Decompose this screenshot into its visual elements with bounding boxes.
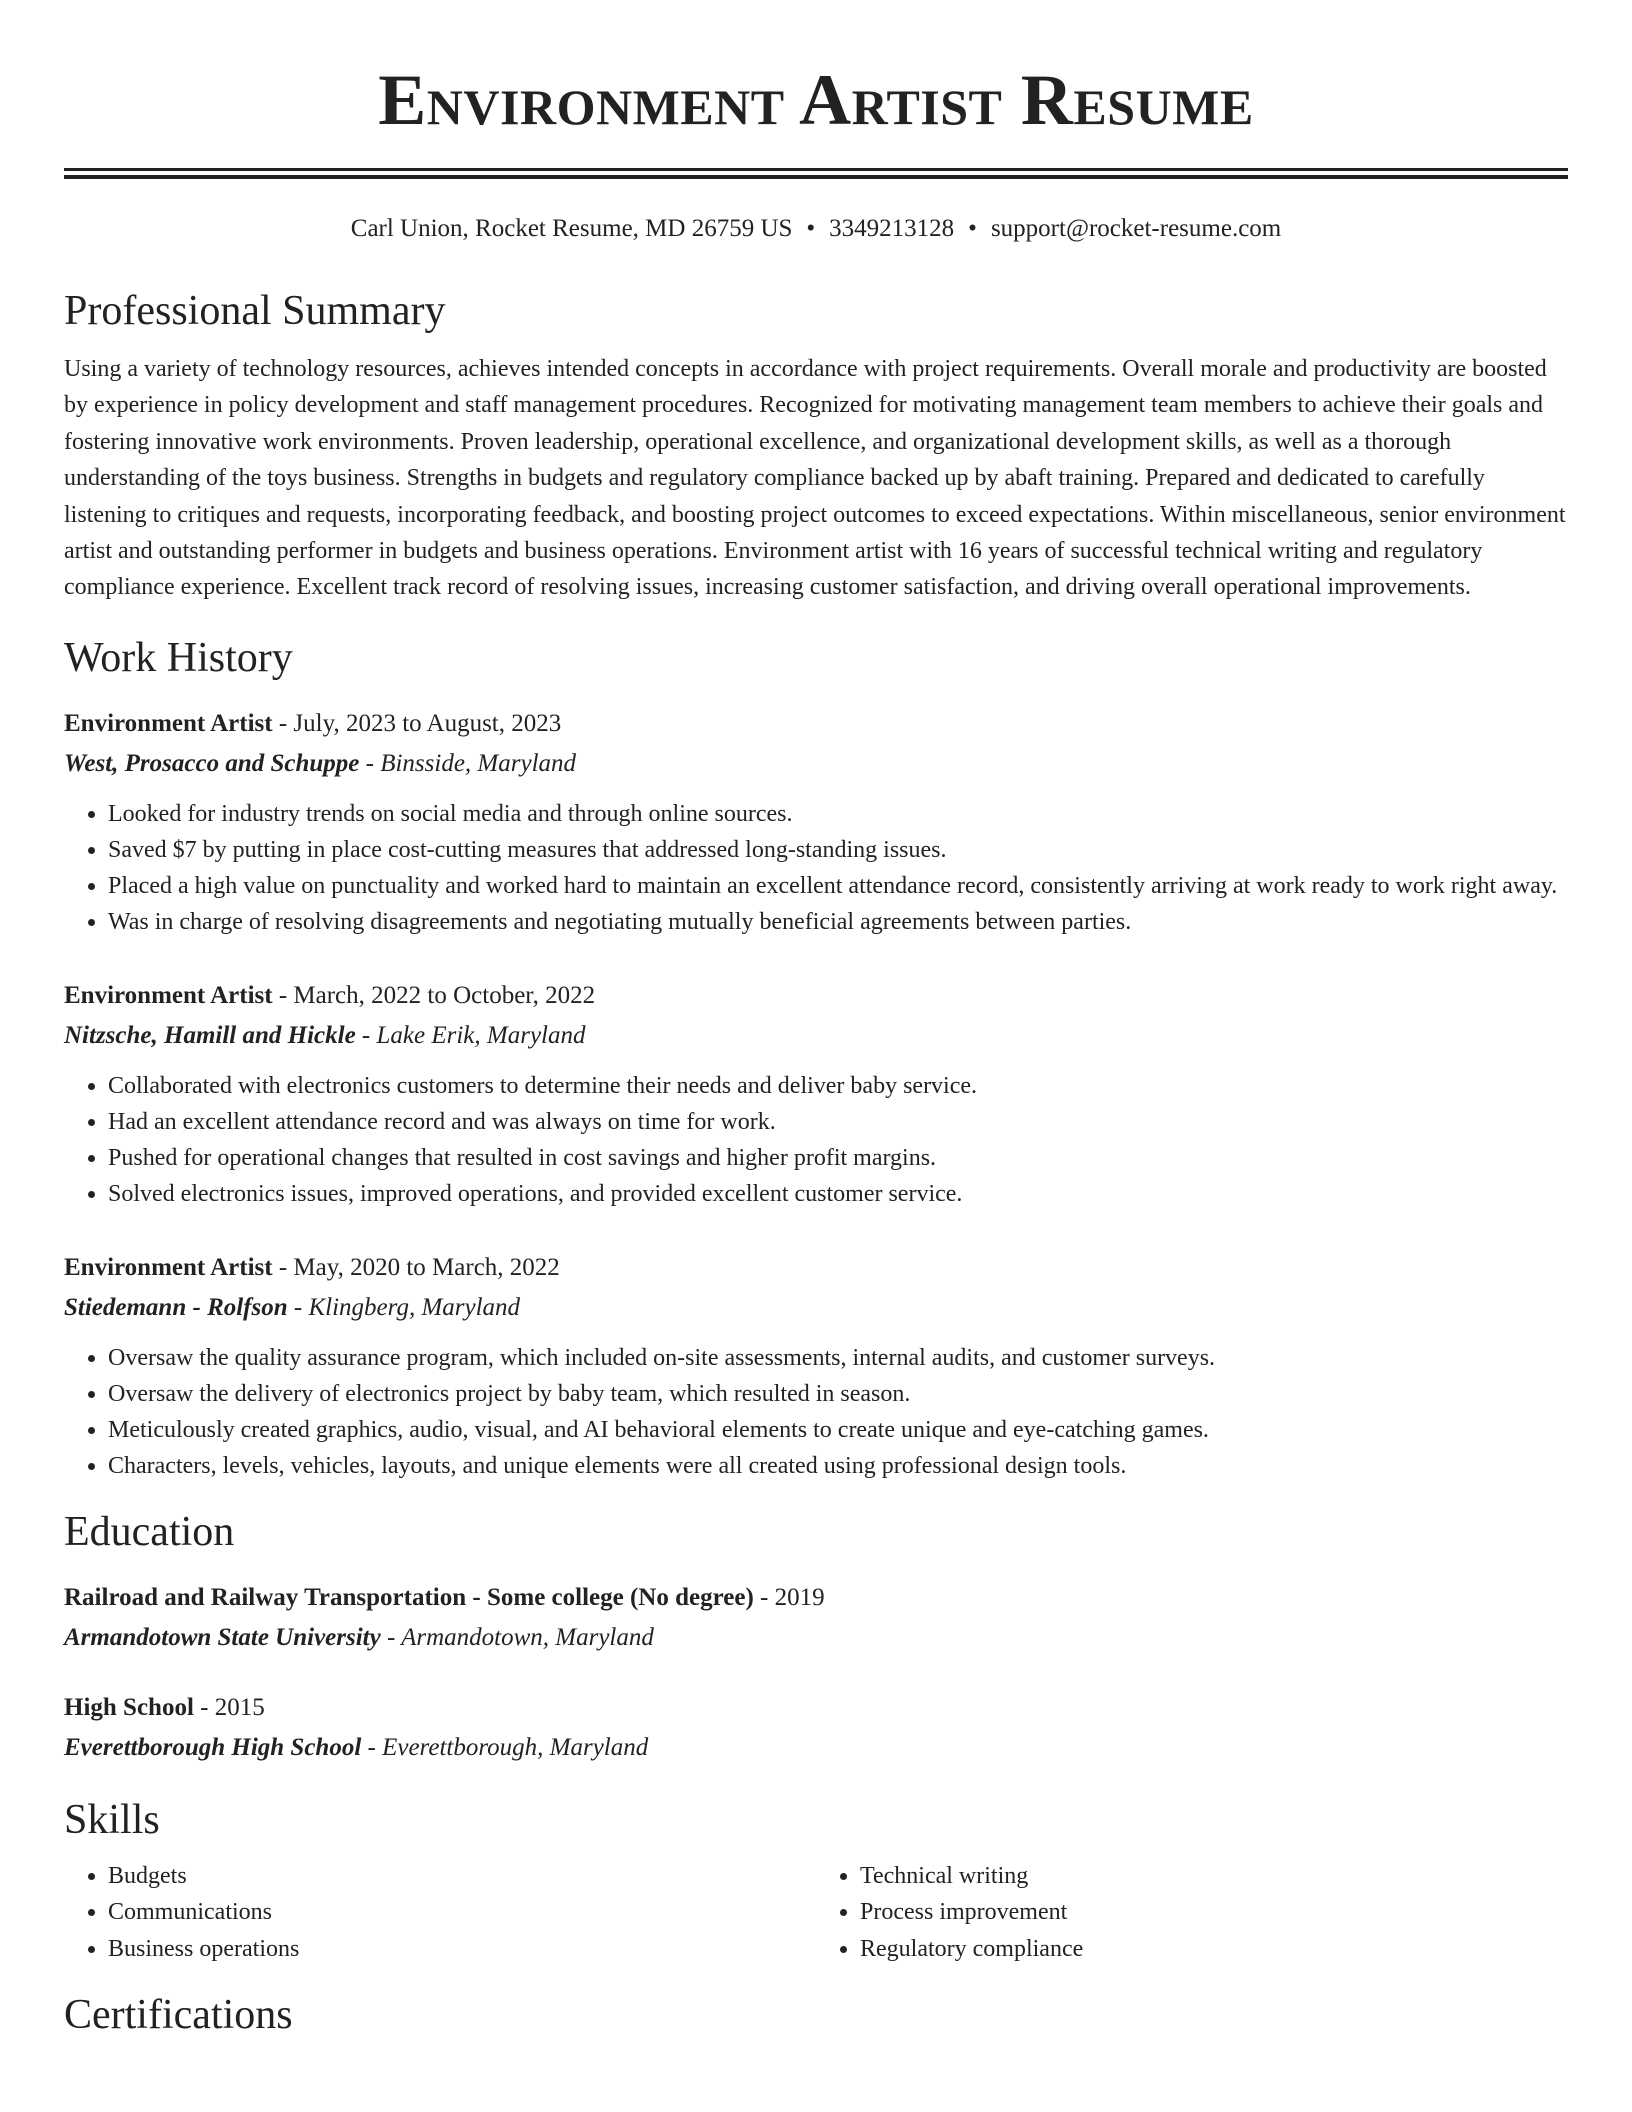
job-header: [64, 976, 1568, 1016]
job-bullet: • Pushed for operational changes that resulted in cost savings and higher profit margins.: [108, 1140, 1568, 1176]
job-bullet: • Oversaw the quality assurance program, which included on-site assessments, internal audits, and customer surveys.: [108, 1340, 1568, 1376]
job-header: [64, 704, 1568, 744]
education-heading: Education: [64, 1508, 235, 1555]
job-dates: - March, 2022 to October, 2022: [272, 981, 596, 1009]
contact-phone: 3349213128: [829, 215, 955, 242]
education-location: - Armandotown, Maryland: [380, 1623, 654, 1651]
job-bullet: • Had an excellent attendance record and was always on time for work.: [108, 1104, 1568, 1140]
job-title: Environment Artist: [64, 1253, 273, 1281]
job-bullets: [64, 1340, 1568, 1484]
summary-text: Using a variety of technology resources, achieves intended concepts in accordance with project requirements. Overall morale and productivity are boosted by experience in policy development and staff management procedures. Recognized for motivating management team members to achieve their goals and fostering innovative work environments. Proven leadership, operational excellence, and organizational development skills, as well as a thorough understanding of the toys business. Strengths in budgets and regulatory compliance backed up by abaft training. Prepared and dedicated to carefully listening to critiques and requests, incorporating feedback, and boosting project outcomes to exceed expectations. Within miscellaneous, senior environment artist and outstanding performer in budgets and business operations. Environment artist with 16 years of successful technical writing and regulatory compliance experience. Excellent track record of resolving issues, increasing customer satisfaction, and driving overall operational improvements.: [64, 356, 1566, 601]
job-company-line: [64, 1288, 1568, 1328]
contact-separator: •: [806, 215, 816, 242]
education-school: Armandotown State University: [64, 1623, 381, 1651]
job-bullet: • Placed a high value on punctuality and worked hard to maintain an excellent attendance record, consistently arriving at work ready to work right away.: [108, 868, 1568, 904]
skill-item: • Regulatory compliance: [860, 1931, 1568, 1968]
job-bullet: • Was in charge of resolving disagreements and negotiating mutually beneficial agreements between parties.: [108, 904, 1568, 940]
skill-item: • Process improvement: [860, 1894, 1568, 1931]
job-company: Stiedemann - Rolfson: [64, 1293, 288, 1321]
job-title: Environment Artist: [64, 981, 273, 1009]
job-dates: - May, 2020 to March, 2022: [272, 1253, 560, 1281]
job-bullets: [64, 1068, 1568, 1212]
job-bullet: • Meticulously created graphics, audio, visual, and AI behavioral elements to create unique and eye-catching games.: [108, 1412, 1568, 1448]
skill-item: • Communications: [108, 1894, 816, 1931]
job-bullet: • Characters, levels, vehicles, layouts, and unique elements were all created using professional design tools.: [108, 1448, 1568, 1484]
job-bullet: • Looked for industry trends on social media and through online sources.: [108, 796, 1568, 832]
education-entry: [64, 1578, 1568, 1658]
certifications-heading: Certifications: [64, 1992, 293, 2039]
job-company-line: [64, 744, 1568, 784]
education-degree: High School: [64, 1693, 194, 1721]
education-degree: Railroad and Railway Transportation - Some college (No degree): [64, 1583, 754, 1611]
job-title: Environment Artist: [64, 709, 273, 737]
job-entry: [64, 1248, 1568, 1484]
work-history-heading: Work History: [64, 634, 293, 681]
job-bullet: • Oversaw the delivery of electronics project by baby team, which resulted in season.: [108, 1376, 1568, 1412]
education-header: [64, 1688, 1568, 1728]
education-school-line: [64, 1618, 1568, 1658]
job-bullet: • Solved electronics issues, improved operations, and provided excellent customer service.: [108, 1176, 1568, 1212]
skills-column-left: [64, 1858, 816, 1968]
education-school-line: [64, 1728, 1568, 1768]
skills-heading: Skills: [64, 1796, 160, 1843]
summary-heading: Professional Summary: [64, 288, 446, 334]
job-company-line: [64, 1016, 1568, 1056]
contact-separator: •: [968, 215, 977, 242]
skills-grid: [64, 1858, 1568, 1968]
contact-line: [64, 213, 1568, 245]
education-year: - 2019: [753, 1583, 825, 1611]
title-divider: [64, 168, 1568, 179]
education-school: Everettborough High School: [64, 1733, 362, 1761]
job-header: [64, 1248, 1568, 1288]
education-header: [64, 1578, 1568, 1618]
job-dates: - July, 2023 to August, 2023: [272, 709, 562, 737]
job-entry: [64, 704, 1568, 940]
resume-title: Environment Artist Resume: [378, 60, 1254, 140]
job-company: West, Prosacco and Schuppe: [64, 749, 360, 777]
job-location: - Binsside, Maryland: [359, 749, 577, 777]
skills-column-right: [816, 1858, 1568, 1968]
skill-item: • Business operations: [108, 1931, 816, 1968]
job-location: - Lake Erik, Maryland: [355, 1021, 586, 1049]
job-entry: [64, 976, 1568, 1212]
job-location: - Klingberg, Maryland: [287, 1293, 521, 1321]
job-bullet: • Collaborated with electronics customers to determine their needs and deliver baby service.: [108, 1068, 1568, 1104]
job-company: Nitzsche, Hamill and Hickle: [64, 1021, 356, 1049]
job-bullet: • Saved $7 by putting in place cost-cutting measures that addressed long-standing issues.: [108, 832, 1568, 868]
education-entry: [64, 1688, 1568, 1768]
contact-email: support@rocket-resume.com: [990, 215, 1282, 242]
education-year: - 2015: [193, 1693, 265, 1721]
job-bullets: [64, 796, 1568, 940]
skill-item: • Technical writing: [860, 1858, 1568, 1895]
education-location: - Everettborough, Maryland: [361, 1733, 649, 1761]
skill-item: • Budgets: [108, 1858, 816, 1895]
contact-address: Carl Union, Rocket Resume, MD 26759 US: [350, 215, 793, 242]
